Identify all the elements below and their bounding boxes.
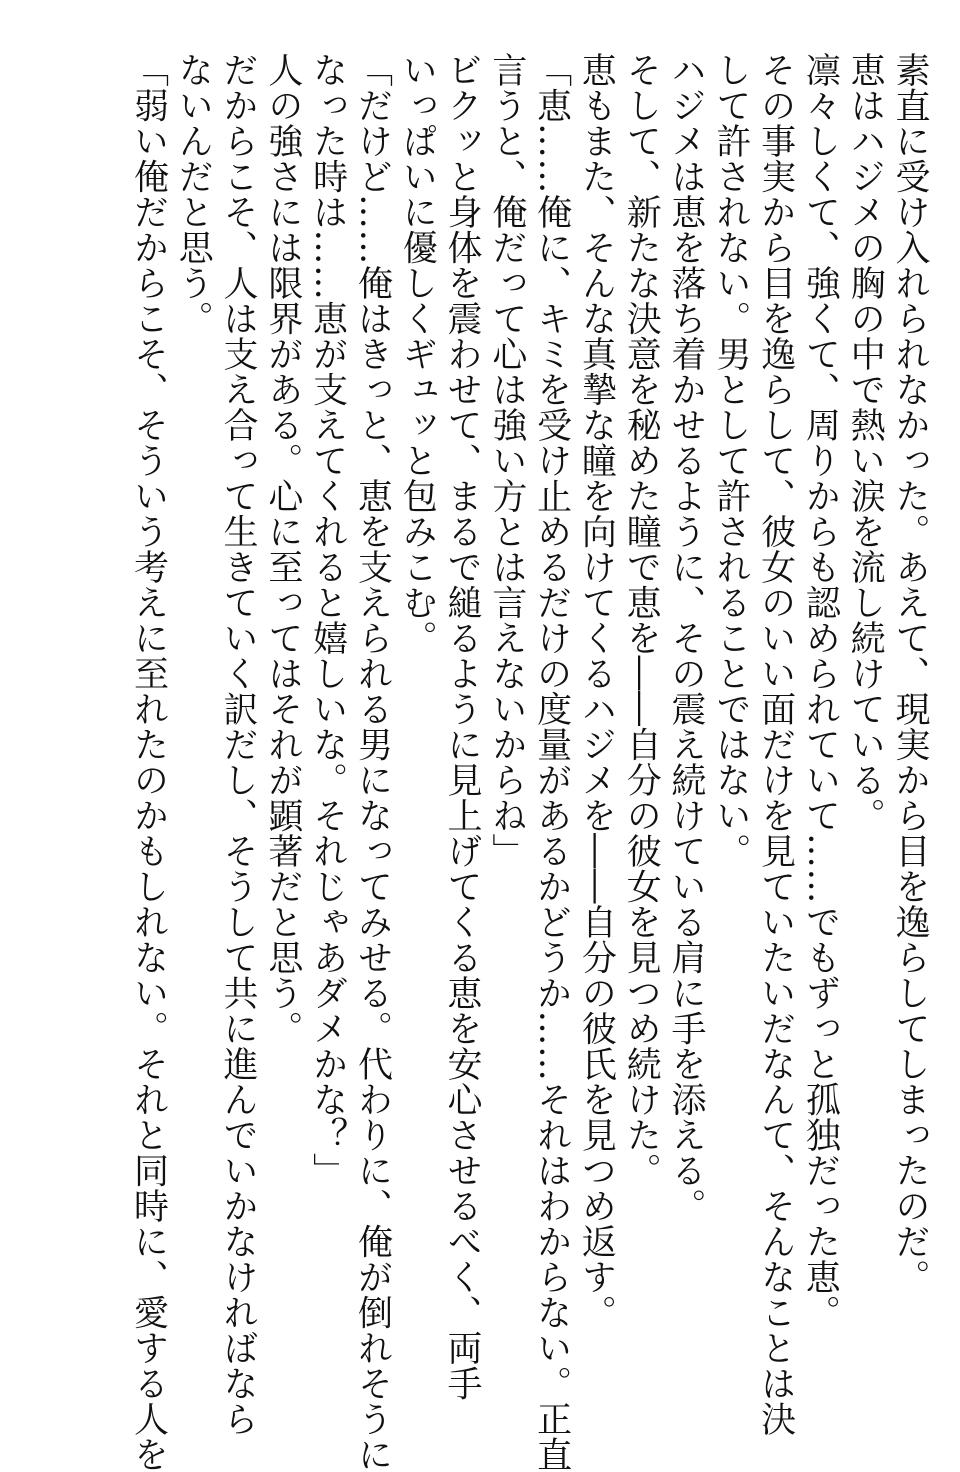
text-line: 「弱い俺だからこそ、そういう考えに至れたのかもしれない。それと同時に、愛する人を <box>128 52 169 1472</box>
text-line: 言うと、俺だって心は強い方とは言えないからね」 <box>486 52 527 869</box>
text-line: その事実から目を逸らして、彼女のいい面だけを見ていたいだなんて、そんなことは決 <box>755 52 796 1437</box>
text-line: ないんだと思う。 <box>173 52 214 336</box>
text-line: 人の強さには限界がある。心に至ってはそれが顕著だと思う。 <box>262 52 303 1046</box>
text-line: 凛々しくて、強くて、周りからも認められていて……でもずっと孤独だった恵。 <box>800 52 841 1330</box>
text-line: 「だけど……俺はきっと、恵を支えられる男になってみせる。代わりに、俺が倒れそうに <box>352 52 393 1472</box>
text-line: 恵はハジメの胸の中で熱い涙を流し続けている。 <box>845 52 886 833</box>
vertical-text-body <box>126 52 932 1472</box>
text-line: して許されない。男として許されることではない。 <box>710 52 751 869</box>
text-line: いっぱいに優しくギュッと包みこむ。 <box>397 52 438 656</box>
text-line: ハジメは恵を落ち着かせるように、その震え続けている肩に手を添える。 <box>666 52 707 1224</box>
text-line: だからこそ、人は支え合って生きていく訳だし、そうして共に進んでいかなければなら <box>218 52 259 1437</box>
text-line: そして、新たな決意を秘めた瞳で恵を――自分の彼女を見つめ続けた。 <box>621 52 662 1188</box>
text-line: 「恵……俺に、キミを受け止めるだけの度量があるかどうか……それはわからない。正直 <box>531 52 572 1472</box>
text-line: なった時は……恵が支えてくれると嬉しいな。それじゃあダメかな？」 <box>307 52 348 1188</box>
text-line: ビクッと身体を震わせて、まるで縋るように見上げてくる恵を安心させるべく、両手 <box>442 52 483 1401</box>
text-line: 恵もまた、そんな真摯な瞳を向けてくるハジメを――自分の彼氏を見つめ返す。 <box>576 52 617 1330</box>
text-line: 素直に受け入れられなかった。あえて、現実から目を逸らしてしまったのだ。 <box>890 52 930 1295</box>
